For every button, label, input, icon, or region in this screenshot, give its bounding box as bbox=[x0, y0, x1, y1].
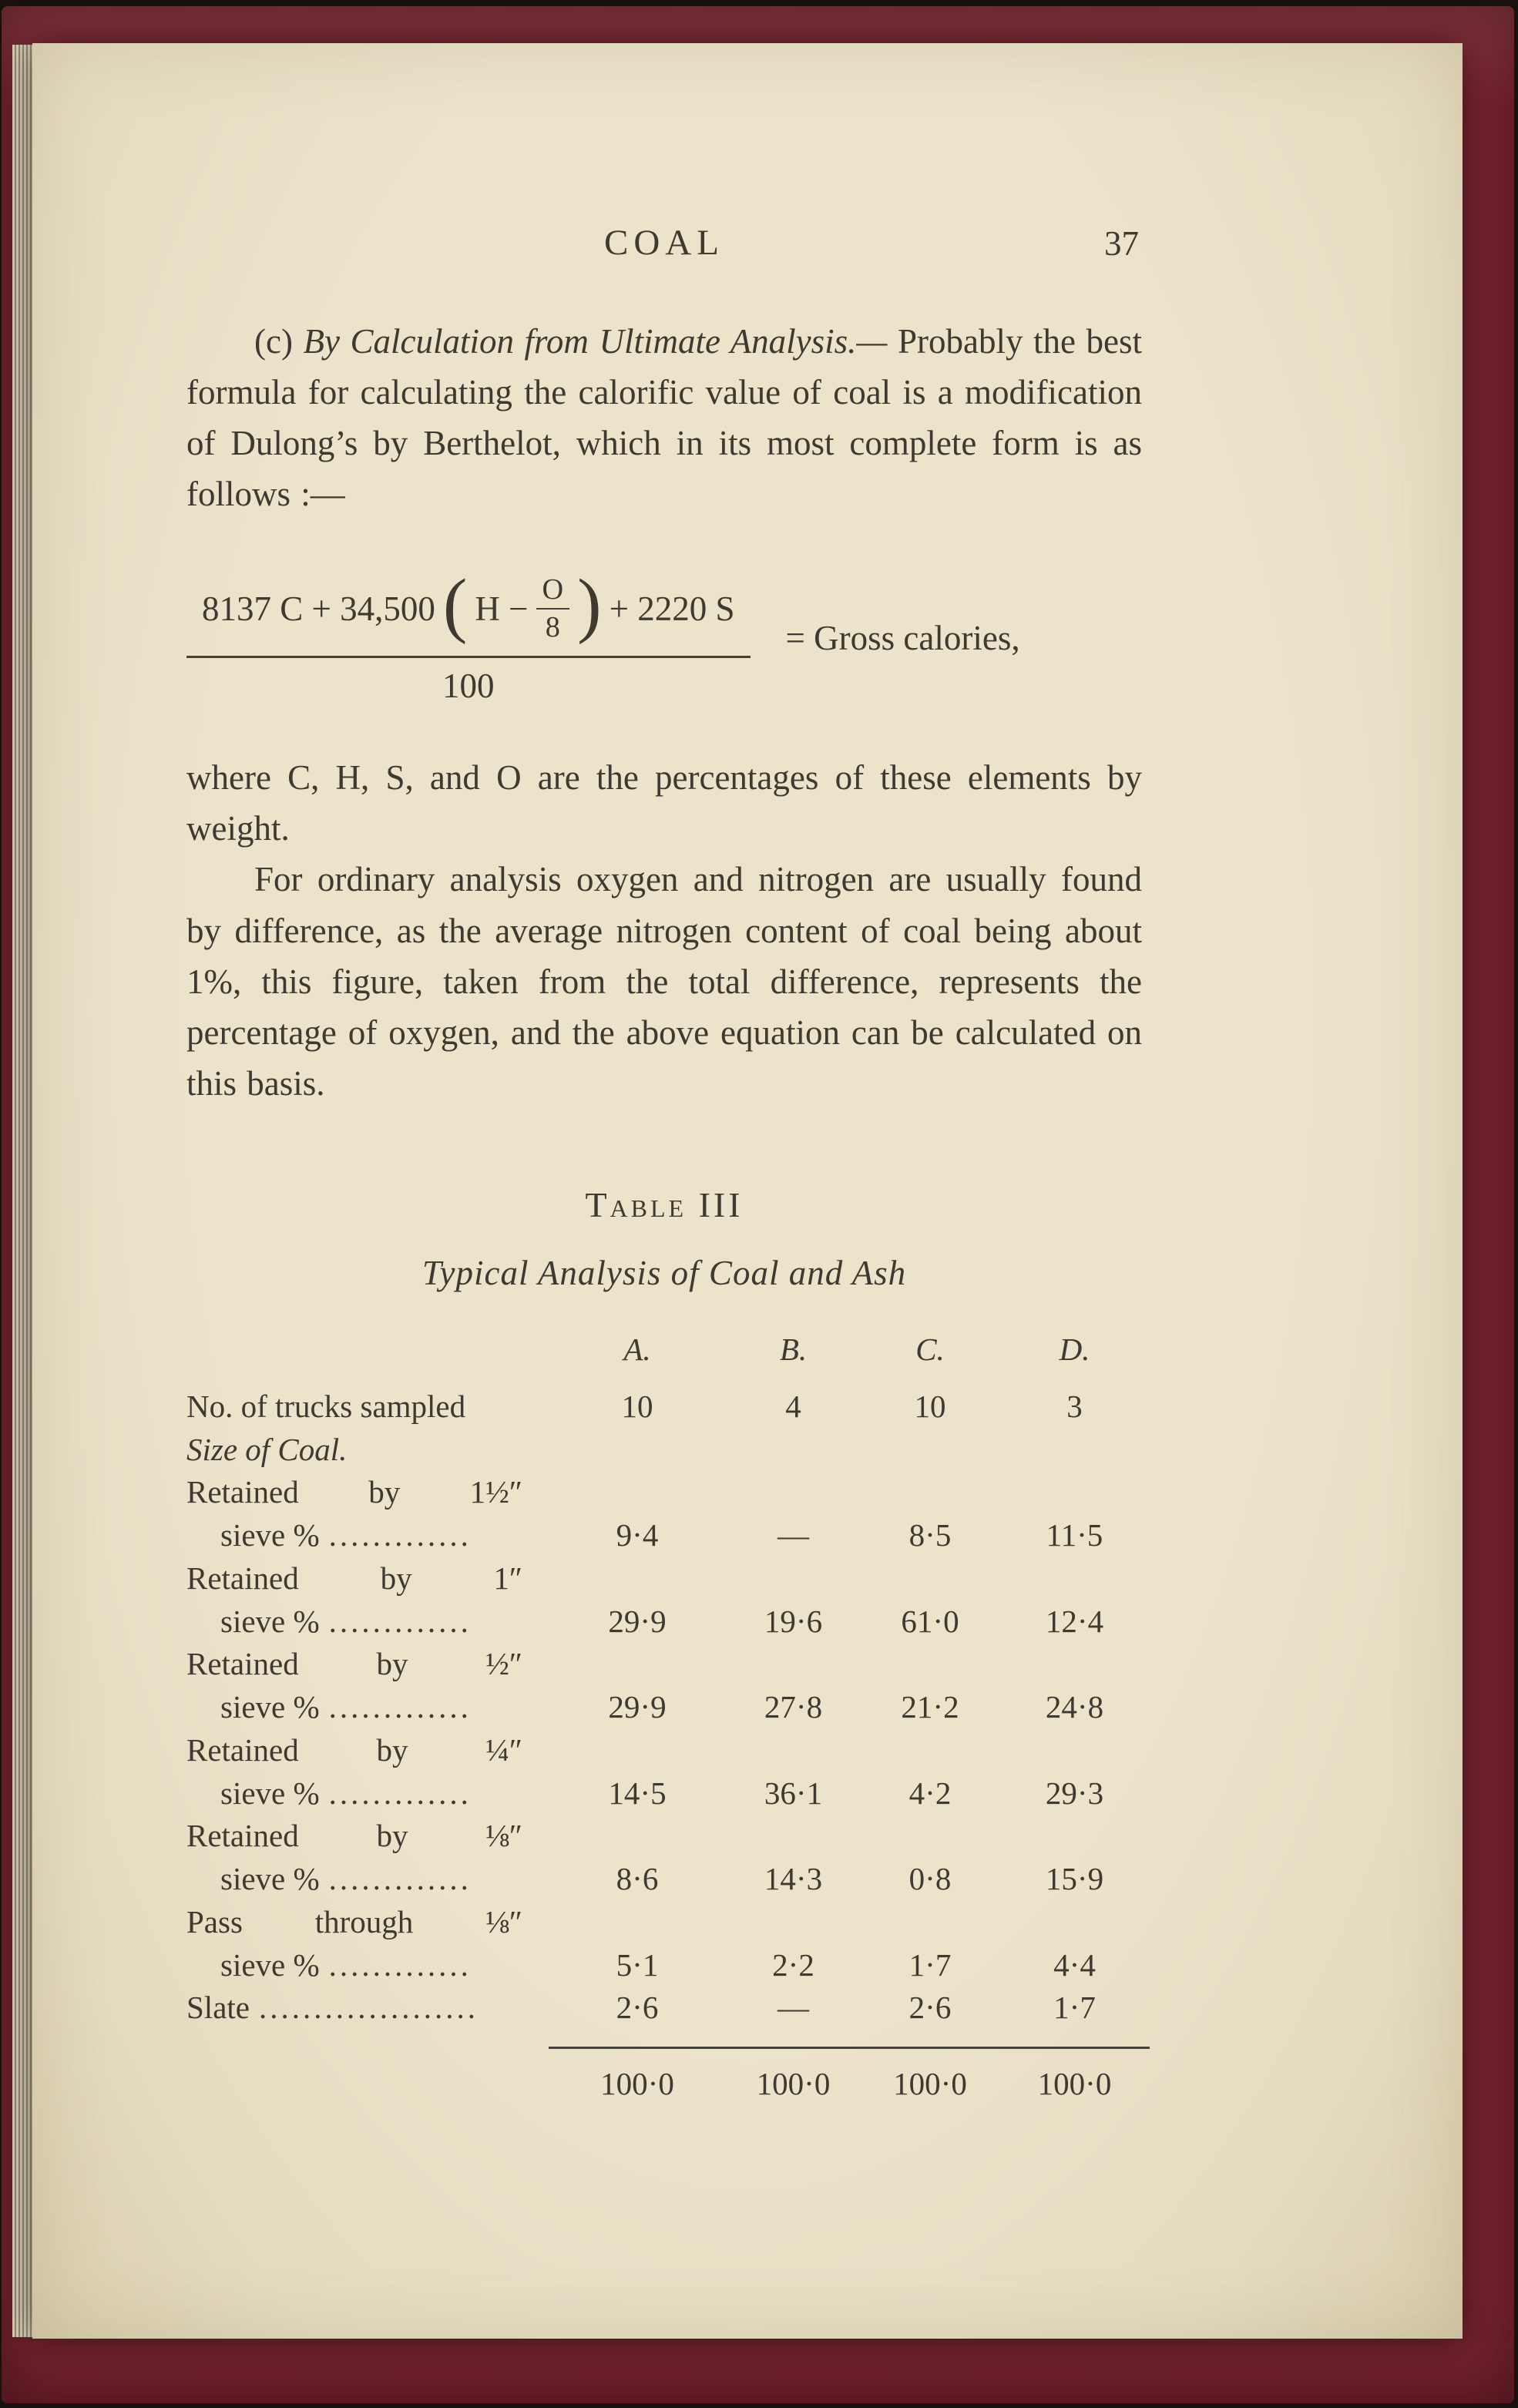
table-value: 11·5 bbox=[1046, 1517, 1103, 1553]
table-column-header: D. bbox=[1059, 1332, 1090, 1368]
table-value: 24·8 bbox=[1045, 1689, 1104, 1725]
table-column-header: C. bbox=[915, 1332, 945, 1368]
row-label-word: Retained bbox=[186, 1731, 299, 1768]
formula-fraction bbox=[186, 564, 751, 707]
table-row-sublabel bbox=[186, 1600, 549, 1644]
table-value: 5·1 bbox=[616, 1946, 659, 1983]
table-row-label bbox=[186, 1987, 549, 2030]
table-value: 4·4 bbox=[1053, 1946, 1096, 1983]
formula-lead: 8137 C + 34,500 bbox=[202, 589, 435, 628]
list-marker: (c) bbox=[254, 322, 293, 361]
table-heading: Table III bbox=[585, 1185, 744, 1225]
table-value: 29·3 bbox=[1045, 1775, 1104, 1811]
dotted-leader: ............. bbox=[328, 1603, 472, 1639]
row-label-word: Pass bbox=[186, 1903, 243, 1939]
table-row-label bbox=[186, 1557, 1150, 1600]
table-value: 15·9 bbox=[1045, 1861, 1104, 1897]
row-label-word: by bbox=[376, 1731, 408, 1768]
row-label-word: 1″ bbox=[493, 1560, 522, 1596]
oxygen-fraction bbox=[536, 574, 570, 644]
row-label-words bbox=[186, 1643, 522, 1686]
table-total-value: 100·0 bbox=[600, 2066, 674, 2102]
table-value: 9·4 bbox=[616, 1517, 659, 1553]
running-title: COAL bbox=[604, 223, 724, 263]
row-label-word: Retained bbox=[186, 1560, 299, 1596]
table-value: 8·5 bbox=[908, 1517, 952, 1553]
total-rule-spacer bbox=[186, 2030, 549, 2049]
table-value: 21·2 bbox=[901, 1689, 959, 1725]
page-number: 37 bbox=[1104, 224, 1139, 263]
row-label-text: Slate bbox=[186, 1990, 250, 2026]
table-value: 3 bbox=[1066, 1388, 1083, 1424]
row-label-words bbox=[186, 1901, 522, 1944]
page-edge-stack bbox=[12, 45, 34, 2337]
table-value: 14·5 bbox=[608, 1775, 667, 1811]
page-content bbox=[32, 43, 1147, 2106]
row-label-word: through bbox=[314, 1903, 414, 1939]
table-row-sublabel bbox=[186, 1686, 549, 1729]
table-row-label bbox=[186, 1643, 1150, 1686]
row-label-word: by bbox=[376, 1818, 408, 1854]
dotted-leader: .................... bbox=[258, 1990, 479, 2026]
dotted-leader: ............. bbox=[328, 1775, 472, 1811]
table-value: 29·9 bbox=[608, 1603, 667, 1639]
paragraph-intro bbox=[186, 316, 1142, 520]
row-sublabel-text: sieve % bbox=[220, 1517, 320, 1553]
table-value: 4 bbox=[785, 1388, 801, 1424]
oxygen-fraction-numerator: O bbox=[536, 574, 570, 610]
dotted-leader: ............. bbox=[328, 1517, 472, 1553]
row-label-words bbox=[186, 1471, 522, 1514]
table-value: 61·0 bbox=[901, 1603, 959, 1639]
table-row-sublabel bbox=[186, 1858, 549, 1901]
paragraph-intro-text: Probably the best formula for calculating the calorific value of coal is a modification of Dulong’s by Berthelot, which in its most complete form is as follows :— bbox=[186, 322, 1142, 514]
table-value: 2·6 bbox=[908, 1990, 952, 2026]
table-section-label: Size of Coal. bbox=[186, 1431, 348, 1467]
table-row-sublabel bbox=[186, 1944, 549, 1987]
close-paren: ) bbox=[577, 564, 602, 645]
table-row-label bbox=[186, 1729, 1150, 1772]
row-label-word: Retained bbox=[186, 1474, 299, 1510]
table-row-label bbox=[186, 1815, 1150, 1858]
book-page bbox=[32, 43, 1463, 2339]
row-label-word: ⅛″ bbox=[485, 1818, 522, 1854]
row-label-word: ¼″ bbox=[485, 1731, 522, 1768]
row-label-text: No. of trucks sampled bbox=[186, 1388, 466, 1424]
oxygen-fraction-denominator: 8 bbox=[545, 610, 560, 643]
table-total-value: 100·0 bbox=[893, 2066, 967, 2102]
row-sublabel-text: sieve % bbox=[220, 1689, 320, 1725]
formula-h-term: H − bbox=[475, 589, 529, 628]
table-corner-spacer bbox=[186, 1328, 549, 1385]
table-total-value: 100·0 bbox=[756, 2066, 831, 2102]
dotted-leader: ............. bbox=[328, 1861, 472, 1897]
table-value: 4·2 bbox=[908, 1775, 952, 1811]
table-value: 0·8 bbox=[908, 1861, 952, 1897]
paragraph-elements: where C, H, S, and O are the percentages of these elements by weight. bbox=[186, 758, 1142, 848]
row-label-word: 1½″ bbox=[469, 1474, 522, 1510]
table-column-header: B. bbox=[779, 1332, 808, 1368]
table-value: 2·6 bbox=[616, 1990, 659, 2026]
row-label-word: Retained bbox=[186, 1646, 299, 1682]
table-value: 14·3 bbox=[764, 1861, 823, 1897]
dotted-leader: ............. bbox=[328, 1689, 472, 1725]
total-values-spacer bbox=[186, 2049, 549, 2106]
table-value: 1·7 bbox=[1053, 1990, 1096, 2026]
table-row-label bbox=[186, 1385, 549, 1429]
section-title-italic: By Calculation from Ultimate Analysis.— bbox=[303, 322, 888, 361]
table-value: 10 bbox=[621, 1388, 653, 1424]
table-value: 29·9 bbox=[608, 1689, 667, 1725]
dotted-leader: ............. bbox=[328, 1946, 472, 1983]
table-value: 27·8 bbox=[764, 1689, 823, 1725]
row-label-words bbox=[186, 1815, 522, 1858]
table-row-sublabel bbox=[186, 1772, 549, 1815]
row-label-word: by bbox=[368, 1474, 401, 1510]
formula-result: = Gross calories, bbox=[785, 619, 1020, 658]
row-label-word: by bbox=[380, 1560, 412, 1596]
table-value: 36·1 bbox=[764, 1775, 823, 1811]
table-column-header: A. bbox=[623, 1332, 651, 1368]
formula-numerator bbox=[186, 564, 751, 659]
table-value: 8·6 bbox=[616, 1861, 659, 1897]
analysis-table bbox=[186, 1328, 1150, 2106]
table-value: — bbox=[777, 1517, 809, 1553]
table-value: — bbox=[777, 1990, 809, 2026]
row-sublabel-text: sieve % bbox=[220, 1861, 320, 1897]
table-row-label bbox=[186, 1901, 1150, 1944]
row-label-words bbox=[186, 1557, 522, 1600]
row-sublabel-text: sieve % bbox=[220, 1775, 320, 1811]
page-header bbox=[186, 222, 1142, 273]
row-label-word: ½″ bbox=[485, 1646, 522, 1682]
row-sublabel-text: sieve % bbox=[220, 1603, 320, 1639]
table-total-value: 100·0 bbox=[1037, 2066, 1112, 2102]
row-label-word: by bbox=[376, 1646, 408, 1682]
row-label-word: ⅛″ bbox=[485, 1903, 522, 1939]
open-paren: ( bbox=[442, 564, 468, 645]
table-row-sublabel bbox=[186, 1514, 549, 1557]
table-value: 2·2 bbox=[772, 1946, 814, 1983]
table-row-label bbox=[186, 1471, 1150, 1514]
table-value: 1·7 bbox=[908, 1946, 952, 1983]
row-label-word: Retained bbox=[186, 1818, 299, 1854]
dulong-formula bbox=[186, 564, 1142, 707]
table-value: 10 bbox=[914, 1388, 946, 1424]
table-value: 19·6 bbox=[764, 1603, 823, 1639]
table-subtitle: Typical Analysis of Coal and Ash bbox=[421, 1254, 907, 1293]
paragraph-oxygen: For ordinary analysis oxygen and nitrogen are usually found by difference, as the average nitrogen content of coal being about 1%, this figure, taken from the total difference, represents the percentage of oxygen, and the above equation can be calculated on this basis. bbox=[186, 860, 1142, 1103]
row-sublabel-text: sieve % bbox=[220, 1946, 320, 1983]
table-value: 12·4 bbox=[1045, 1603, 1104, 1639]
formula-main-denominator: 100 bbox=[442, 667, 495, 706]
formula-tail: + 2220 S bbox=[609, 589, 735, 628]
row-label-words bbox=[186, 1729, 522, 1772]
